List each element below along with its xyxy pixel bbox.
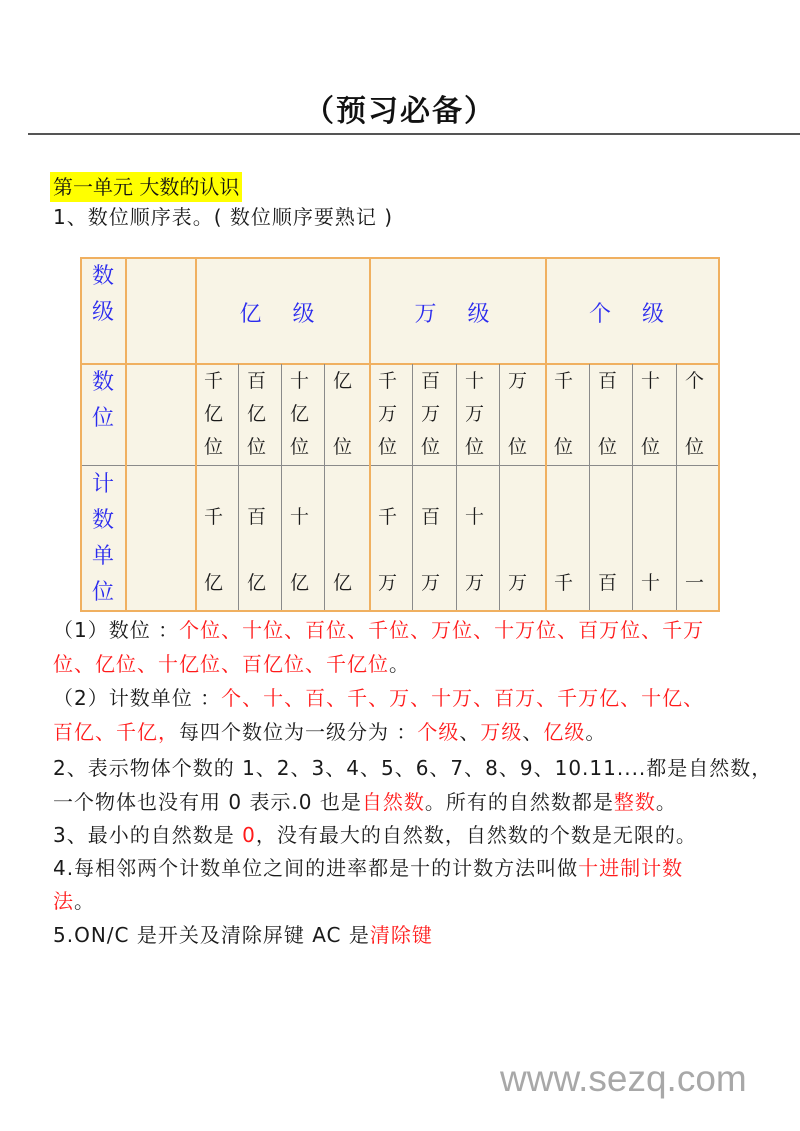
label-text: （1）数位 ： (53, 618, 180, 642)
place-cell: 个 位 (685, 370, 705, 458)
title-divider (28, 133, 800, 135)
label-char: 数 (92, 370, 115, 395)
unit-cell: 百 万 (421, 506, 441, 594)
place-cell: 十 位 (641, 370, 661, 458)
label-char: 数 (92, 264, 115, 289)
paragraph-place-names-line1 (53, 613, 704, 647)
place-cell: 十 万 位 (465, 370, 485, 458)
label-char: 数 (92, 508, 115, 533)
row-label-unit (92, 467, 118, 611)
paragraph-counting-units-line1 (53, 681, 704, 715)
place-cell: 亿 位 (333, 370, 353, 458)
highlight-text: 整数 (613, 790, 656, 814)
level-ge: 个 级 (589, 302, 676, 327)
unit-cell: 千 亿 (204, 506, 224, 594)
place-cell: 千 亿 位 (204, 370, 224, 458)
place-cell: 千 位 (554, 370, 574, 458)
paragraph-natural-numbers-line1: 2、表示物体个数的 1、2、3、4、5、6、7、8、9、10.11....都是自然数， (53, 756, 773, 780)
highlight-text: 自然数 (361, 790, 425, 814)
paragraph-decimal-system-line1 (53, 851, 683, 885)
row-label-place (92, 365, 118, 437)
col-divider (125, 259, 127, 610)
highlight-text: 十进制计数 (578, 856, 684, 880)
col-divider (499, 364, 500, 610)
label-char: 级 (92, 300, 115, 325)
unit-cell: 百 亿 (247, 506, 267, 594)
watermark: www.sezq.com (500, 1058, 747, 1099)
unit-cell: 十 万 (465, 506, 485, 594)
paragraph-place-names-line2 (53, 647, 410, 681)
col-divider (324, 364, 325, 610)
place-cell: 千 万 位 (378, 370, 398, 458)
unit-cell: 十 (641, 572, 661, 594)
col-divider (676, 364, 677, 610)
paragraph-decimal-system-line2 (53, 884, 95, 918)
body-text: ，没有最大的自然数，自然数的个数是无限的。 (255, 823, 697, 847)
place-cell: 百 亿 位 (247, 370, 267, 458)
page-title: （预习必备） (304, 94, 496, 129)
col-divider (281, 364, 282, 610)
body-text: 。所有的自然数都是 (424, 790, 614, 814)
place-cell: 百 位 (598, 370, 618, 458)
label-char: 位 (92, 406, 115, 431)
row-divider (82, 465, 718, 466)
label-char: 单 (92, 544, 115, 569)
place-value-table (80, 257, 720, 612)
section-1-heading: 1、数位顺序表。( 数位顺序要熟记 ) (53, 205, 394, 229)
place-cell: 百 万 位 (421, 370, 441, 458)
label-char: 位 (92, 580, 115, 605)
unit-cell: 一 (685, 572, 705, 594)
body-text: 一个物体也没有用 0 表示.0 也是 (53, 790, 362, 814)
highlight-text: 个级 (417, 720, 460, 744)
punctuation: 。 (389, 652, 410, 676)
highlight-text: 百亿、千亿， (53, 720, 179, 744)
punctuation: 、 (522, 720, 544, 744)
level-yi: 亿 级 (239, 302, 327, 327)
unit-cell: 亿 (333, 572, 353, 594)
label-text: （2）计数单位 ： (53, 686, 222, 710)
unit-cell: 百 (598, 572, 618, 594)
paragraph-calculator-keys (53, 918, 433, 952)
highlight-text: 个、十、百、千、万、十万、百万、千万亿、十亿、 (221, 686, 705, 710)
punctuation: 、 (459, 720, 481, 744)
place-cell: 万 位 (508, 370, 528, 458)
row-label-level (92, 259, 118, 331)
body-text: 5.ON/C 是开关及清除屏键 AC 是 (53, 923, 370, 947)
unit-cell: 千 (554, 572, 574, 594)
col-divider (632, 364, 633, 610)
highlight-text: 个位、十位、百位、千位、万位、十万位、百万位、千万 (179, 618, 705, 642)
col-divider (456, 364, 457, 610)
col-divider (589, 364, 590, 610)
body-text: 4.每相邻两个计数单位之间的进率都是十的计数方法叫做 (53, 856, 579, 880)
col-divider (238, 364, 239, 610)
unit-cell: 万 (508, 572, 528, 594)
body-text: 每四个数位为一级分为 ： (179, 720, 418, 744)
label-char: 计 (92, 472, 115, 497)
highlight-text: 位、亿位、十亿位、百亿位、千亿位 (53, 652, 389, 676)
place-cell: 十 亿 位 (290, 370, 310, 458)
unit-cell: 千 万 (378, 506, 398, 594)
unit-cell: 十 亿 (290, 506, 310, 594)
paragraph-natural-numbers-line2 (53, 785, 677, 819)
level-wan: 万 级 (414, 302, 502, 327)
highlight-text: 亿级 (543, 720, 586, 744)
highlight-text: 法 (53, 889, 74, 913)
punctuation: 。 (74, 889, 95, 913)
paragraph-counting-units-line2 (53, 715, 606, 749)
highlight-text: 万级 (480, 720, 523, 744)
highlight-text: 0 (242, 823, 256, 847)
body-text: 3、最小的自然数是 (53, 823, 243, 847)
punctuation: 。 (585, 720, 607, 744)
unit-heading: 第一单元 大数的认识 (50, 172, 242, 202)
paragraph-smallest-natural (53, 818, 697, 852)
highlight-text: 清除键 (369, 923, 433, 947)
col-divider (412, 364, 413, 610)
punctuation: 。 (655, 790, 677, 814)
